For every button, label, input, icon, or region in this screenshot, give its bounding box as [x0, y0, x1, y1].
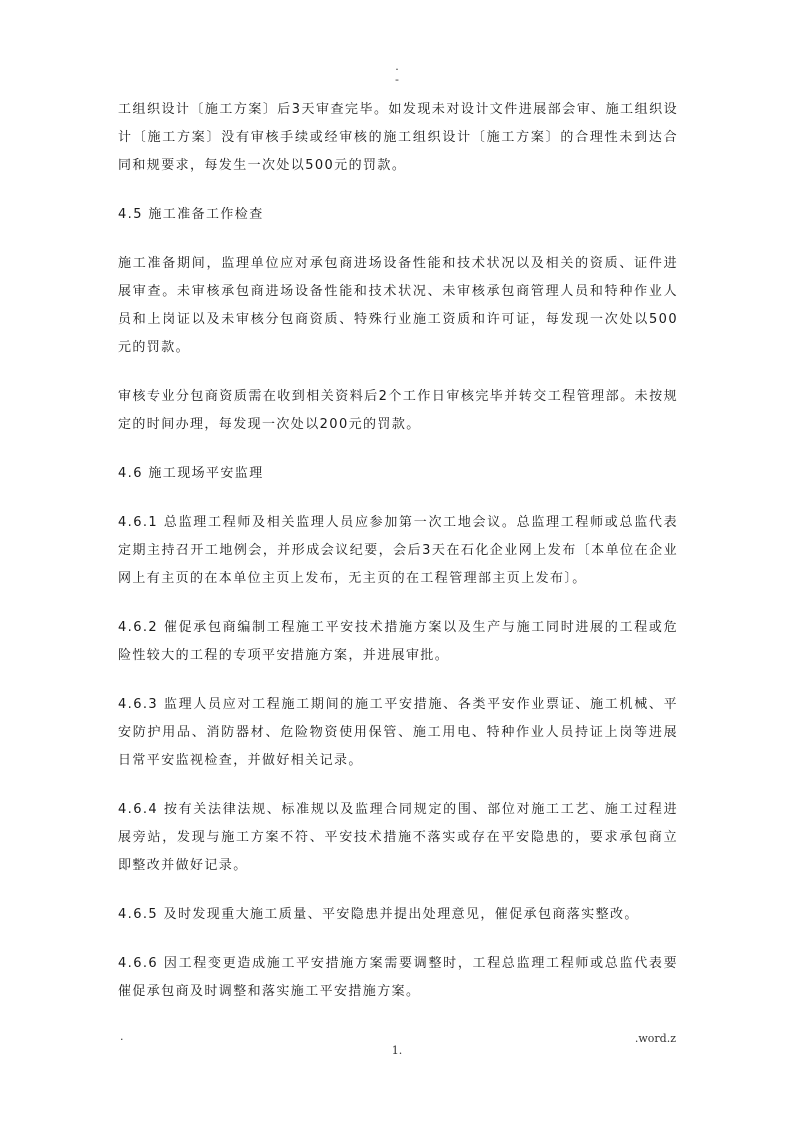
paragraph-4-6-4: 4.6.4 按有关法律法规、标准规以及监理合同规定的围、部位对施工工艺、施工过程进展旁站，发现与施工方案不符、平安技术措施不落实或存在平安隐患的，要求承包商立即整改并做好记录。 [118, 802, 678, 873]
paragraph-review-deadline: 工组织设计〔施工方案〕后3天审查完毕。如发现未对设计文件进展部会审、施工组织设计〔施工方案〕没有审核手续或经审核的施工组织设计〔施工方案〕的合理性未到达合同和规要求，每发生一次处以500元的罚款。 [118, 102, 678, 173]
paragraph-4-6-3: 4.6.3 监理人员应对工程施工期间的施工平安措施、各类平安作业票证、施工机械、平安防护用品、消防器材、危险物资使用保管、施工用电、特种作业人员持证上岗等进展日常平安监视检查，并做好相关记录。 [118, 697, 678, 768]
document-body [118, 96, 678, 1027]
paragraph-4-6-2: 4.6.2 催促承包商编制工程施工平安技术措施方案以及生产与施工同时进展的工程或危险性较大的工程的专项平安措施方案，并进展审批。 [118, 620, 678, 663]
paragraph-4-6-6: 4.6.6 因工程变更造成施工平安措施方案需要调整时，工程总监理工程师或总监代表要催促承包商及时调整和落实施工平安措施方案。 [118, 956, 678, 999]
header-mark-bottom: - [395, 73, 399, 86]
section-heading-4-5: 4.5 施工准备工作检查 [118, 207, 264, 222]
paragraph-4-6-1: 4.6.1 总监理工程师及相关监理人员应参加第一次工地会议。总监理工程师或总监代表定期主持召开工地例会，并形成会议纪要，会后3天在石化企业网上发布〔本单位在企业网上有主页的在本单位主页上发布，无主页的在工程管理部主页上发布〕。 [118, 515, 678, 586]
section-heading-4-6: 4.6 施工现场平安监理 [118, 466, 264, 481]
paragraph-4-6-5: 4.6.5 及时发现重大施工质量、平安隐患并提出处理意见，催促承包商落实整改。 [118, 907, 639, 922]
page-number: 1. [391, 1044, 403, 1057]
footer-word-mark: .word.z [634, 1032, 676, 1045]
header-marks [392, 60, 402, 86]
paragraph-preparation-check: 施工准备期间，监理单位应对承包商进场设备性能和技术状况以及相关的资质、证件进展审查。未审核承包商进场设备性能和技术状况、未审核承包商管理人员和特种作业人员和上岗证以及未审核分包商资质、特殊行业施工资质和许可证，每发现一次处以500元的罚款。 [118, 256, 678, 355]
footer-left-mark: . [120, 1030, 124, 1043]
paragraph-subcontractor-review: 审核专业分包商资质需在收到相关资料后2个工作日审核完毕并转交工程管理部。未按规定的时间办理，每发现一次处以200元的罚款。 [118, 389, 678, 432]
header-mark-top: . [395, 60, 399, 73]
